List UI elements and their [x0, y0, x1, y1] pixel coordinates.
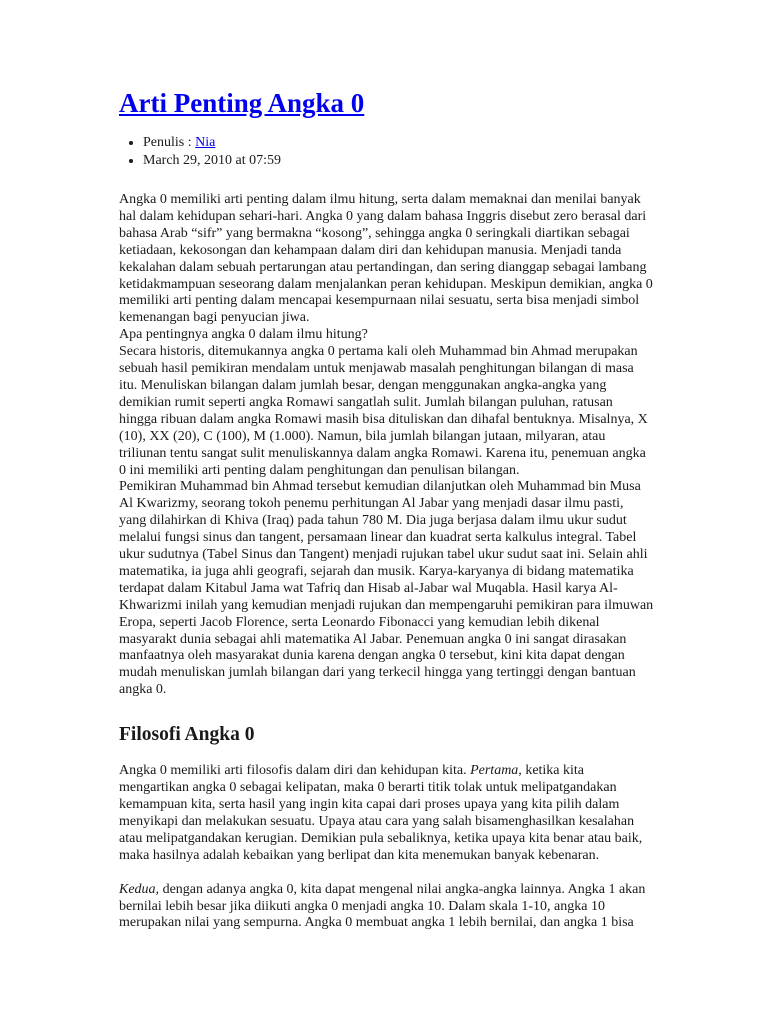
paragraph-question: Apa pentingnya angka 0 dalam ilmu hitung? [119, 327, 368, 343]
p2-text-after: dengan adanya angka 0, kita dapat mengenal nilai angka-angka lainnya. Angka 1 akan bernilai lebih besar jika diikuti angka 0 menjadi angka 10. Dalam skala 1-10, angka 10 merupakan nilai yang sempurna. Angka 0 membuat angka 1 lebih bernilai, dan angka 1 bisa [119, 881, 646, 931]
article [119, 86, 654, 932]
author-link[interactable]: Nia [195, 135, 216, 150]
date-list-item: • March 29, 2010 at 07:59 [143, 152, 654, 170]
p1-text-after: ketika kita mengartikan angka 0 sebagai kelipatan, maka 0 berarti titik tolak untuk melipatgandakan kemampuan kita, serta hasil yang ingin kita capai dari proses upaya yang kita pilih dalam menyikapi dan melakukan sesuatu. Upaya atau cara yang salah bisamenghasilkan kesalahan atau melipatgandakan kerugian. Demikian pula sebaliknya, ketika upaya kita benar atau baik, maka hasilnya adalah kebaikan yang berlipat dan kita menemukan banyak kebenaran. [119, 763, 643, 863]
article-meta-list [119, 134, 654, 170]
paragraph-intro: Angka 0 memiliki arti penting dalam ilmu hitung, serta dalam memaknai dan menilai banyak hal dalam kehidupan sehari-hari. Angka 0 yang dalam bahasa Inggris disebut zero berasal dari bahasa Arab “sifr” yang bermakna “kosong”, sehingga angka 0 seringkali diartikan sebagai ketiadaan, kekosongan dan kehampaan dalam diri dan kehidupan manusia. Menjadi tanda kekalahan dalam sebuah pertarungan atau pertandingan, dan sering dianggap sebagai lambang ketidakmampuan seseorang dalam menjalankan peran kehidupan. Meskipun demikian, angka 0 memiliki arti penting dalam mencapai kesempurnaan nilai sesuatu, serta bisa menjadi simbol kemenangan bagi penyucian jiwa. [119, 192, 653, 326]
p1-text-before: Angka 0 memiliki arti filosofis dalam diri dan kehidupan kita. [119, 763, 471, 779]
p2-emphasis: Kedua, [119, 881, 160, 897]
article-title-link[interactable]: Arti Penting Angka 0 [119, 88, 365, 118]
paragraph-history: Secara historis, ditemukannya angka 0 pertama kali oleh Muhammad bin Ahmad merupakan sebuah hasil pemikiran mendalam untuk menjawab masalah penghitungan bilangan di masa itu. Menuliskan bilangan dalam jumlah besar, dengan menggunakan angka-angka yang demikian rumit seperti angka Romawi sangatlah sulit. Jumlah bilangan puluhan, ratusan hingga ribuan dalam angka Romawi masih bisa dituliskan dan dihafal bentuknya. Misalnya, X (10), XX (20), C (100), M (1.000). Namun, bila jumlah bilangan jutaan, milyaran, atau triliunan tentu sangat sulit menuliskannya dalam angka Romawi. Karena itu, penemuan angka 0 ini memiliki arti penting dalam penghitungan dan penulisan bilangan. [119, 344, 648, 478]
section-heading: Filosofi Angka 0 [119, 724, 255, 746]
paragraph-alkhwarizmi: Pemikiran Muhammad bin Ahmad tersebut kemudian dilanjutkan oleh Muhammad bin Musa Al Kwarizmy, seorang tokoh penemu perhitungan Al Jabar yang menjadi dasar ilmu pasti, yang dilahirkan di Khiva (Iraq) pada tahun 780 M. Dia juga berjasa dalam ilmu ukur sudut melalui fungsi sinus dan tangent, persamaan linear dan kuadrat serta kalkulus integral. Tabel ukur sudutnya (Tabel Sinus dan Tangent) menjadi rujukan tabel ukur sudut saat ini. Selain ahli matematika, ia juga ahli geografi, sejarah dan musik. Karya-karyanya di bidang matematika terdapat dalam Kitabul Jama wat Tafriq dan Hisab al-Jabar wal Muqabla. Hasil karya Al-Khwarizmi inilah yang kemudian menjadi rujukan dan mempengaruhi pemikiran para ilmuwan Eropa, seperti Jacob Florence, serta Leonardo Fibonacci yang kemudian lebih dikenal masyarakt dunia sebagai ahli matematika Al Jabar. Penemuan angka 0 ini sangat dirasakan manfaatnya oleh masyarakat dunia karena dengan angka 0 tersebut, kini kita dapat dengan mudah menuliskan jumlah bilangan dari yang terkecil hingga yang tertinggi dengan bantuan angka 0. [119, 479, 654, 698]
paragraph-gap [119, 865, 654, 882]
author-list-item [143, 134, 654, 152]
paragraph-philosophy-1 [119, 763, 654, 864]
author-prefix: Penulis : [143, 135, 196, 150]
paragraph-philosophy-2 [119, 882, 654, 933]
p1-emphasis: Pertama, [470, 763, 522, 779]
